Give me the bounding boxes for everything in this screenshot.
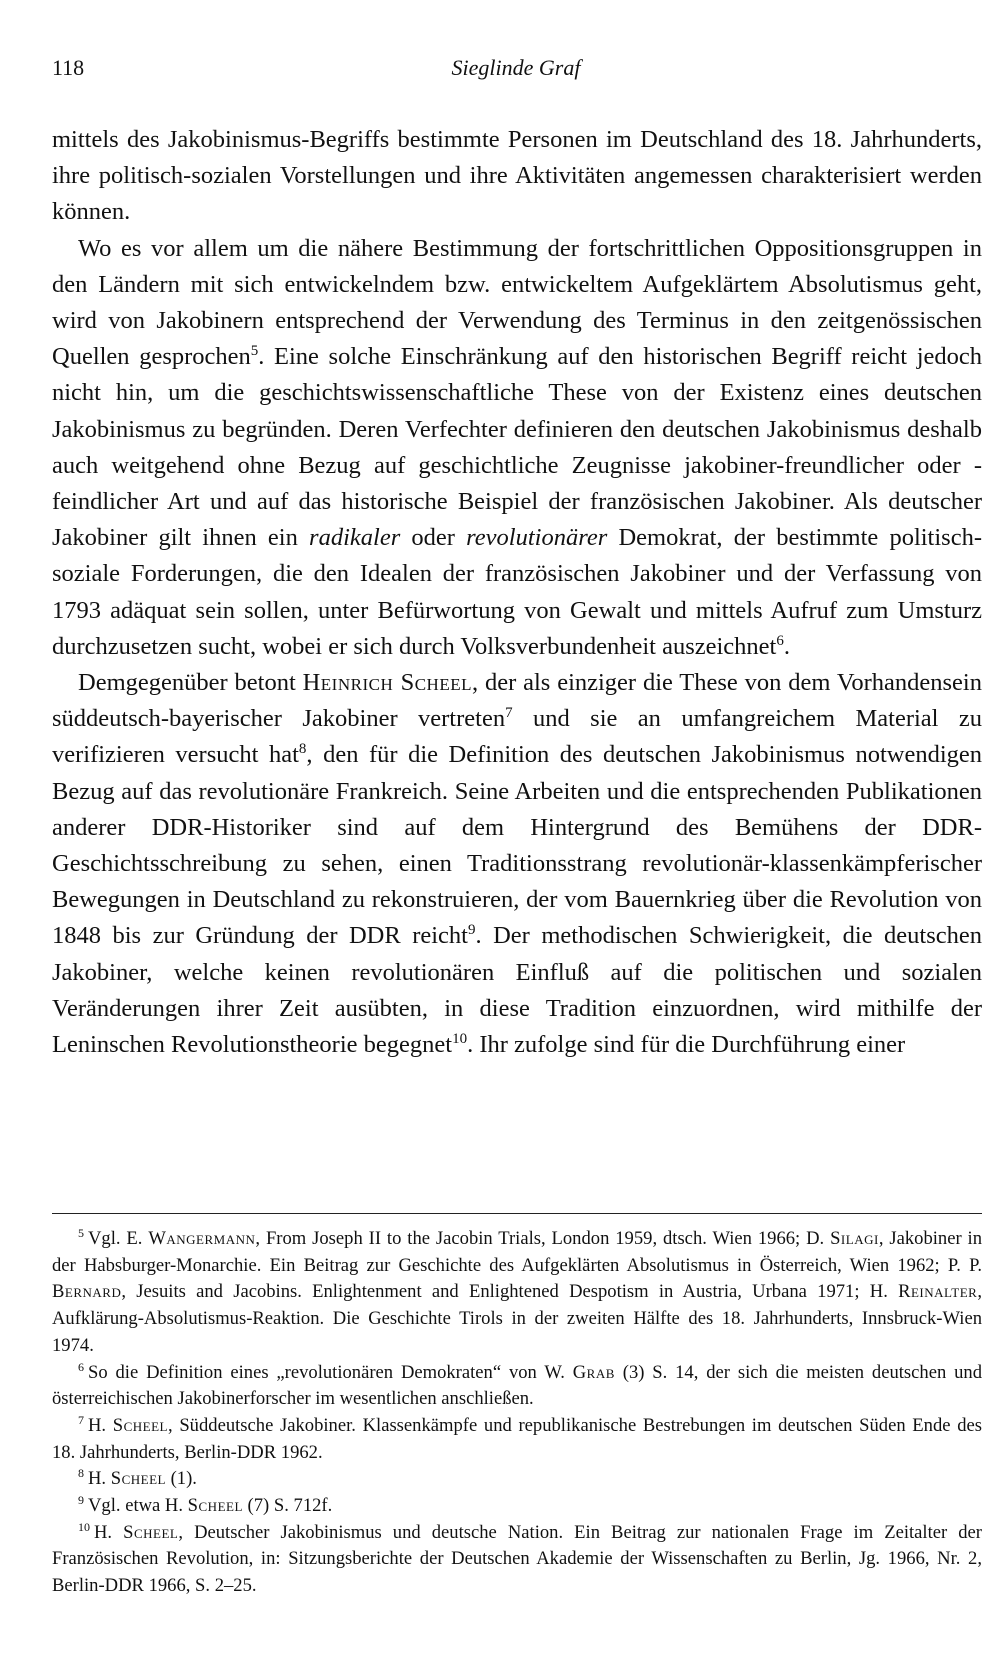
footnote-ref-7: 7: [505, 705, 513, 722]
footnote-10: $^{10}$ H. Scheel, Deutscher Jakobinismus und deutsche Nation. Ein Beitrag zur nationalen Frage im Zeitalter der Französischen Revolution, in: Sitzungsberichte der Deutschen Akademie der Wissenschaften zu Berlin, Jg. 1966, Nr. 2, Berlin-DDR 1966, S. 2–25.: [52, 1519, 982, 1597]
footnote-ref-8: 8: [298, 741, 307, 758]
page-number: 118: [52, 55, 85, 80]
page-header: [52, 55, 980, 95]
footnote-divider: [52, 1213, 982, 1214]
footnote-8: $^8$ H. Scheel (1).: [78, 1466, 197, 1490]
footnote-ref-9: 9: [467, 922, 476, 939]
footnote-ref-6: 6: [776, 632, 784, 649]
footnote-ref-10: 10: [452, 1031, 468, 1048]
emphasis-revolutionaerer: revolutionärer: [466, 524, 608, 552]
running-head: Sieglinde Graf: [451, 55, 581, 80]
footnote-6: $^6$ So die Definition eines „revolutionären Demokraten“ von W. Grab (3) S. 14, der sich die meisten deutschen und österreichischen Jakobinerforscher im wesentlichen anschließen.: [52, 1359, 982, 1410]
paragraph-2: Wo es vor allem um die nähere Bestimmung der fortschrittlichen Oppositionsgruppen in den Ländern mit sich entwickelndem bzw. entwickeltem Aufgeklärtem Absolutismus geht, wird von Jakobinern entsprechend der Verwendung des Terminus in den zeitgenössischen Quellen gesprochen$^5$. Eine solche Einschränkung auf den historischen Begriff reicht jedoch nicht hin, um die geschichtswissenschaftliche These von der Existenz eines deutschen Jakobinismus zu begründen. Deren Verfechter definieren den deutschen Jakobinismus deshalb auch weitgehend ohne Bezug auf geschichtliche Zeugnisse jakobiner-freundlicher oder -feindlicher Art und auf das historische Beispiel der französischen Jakobiner. Als deutscher Jakobiner gilt ihnen ein radikaler oder revolutionärer Demokrat, der bestimmte politisch-soziale Forderungen, die den Idealen der französischen Jakobiner und der Verfassung von 1793 adäquat sein sollen, unter Befürwortung von Gewalt und mittels Aufruf zum Umsturz durchzusetzen sucht, wobei er sich durch Volksverbundenheit auszeichnet$^6$.: [52, 234, 983, 660]
main-text: [52, 122, 982, 1063]
paragraph-3: Demgegenüber betont Heinrich Scheel, der als einziger die These von dem Vorhandensein süddeutsch-bayerischer Jakobiner vertreten$^7$ und sie an umfangreichem Material zu verifizieren versucht hat$^8$, den für die Definition des deutschen Jakobinismus notwendigen Bezug auf das revolutionäre Frankreich. Seine Arbeiten und die entsprechenden Publikationen anderer DDR-Historiker sind auf dem Hintergrund des Bemühens der DDR-Geschichtsschreibung zu sehen, einen Traditionsstrang revolutionär-klassenkämpferischer Bewegungen in Deutschland zu rekonstruieren, der vom Bauernkrieg über die Revolution von 1848 bis zur Gründung der DDR reicht$^9$. Der methodischen Schwierigkeit, die deutschen Jakobiner, welche keinen revolutionären Einfluß auf die politischen und sozialen Veränderungen ihrer Zeit ausübten, in diese Tradition einzuordnen, wird mithilfe der Leninschen Revolutionstheorie begegnet$^{10}$. Ihr zufolge sind für die Durchführung einer: [52, 669, 982, 1059]
paragraph-1: mittels des Jakobinismus-Begriffs bestimmte Personen im Deutschland des 18. Jahrhunderts, ihre politisch-sozialen Vorstellungen und ihre Aktivitäten angemessen charakterisiert werden können.: [52, 126, 982, 226]
footnotes: [52, 1226, 982, 1600]
footnote-7: $^7$ H. Scheel, Süddeutsche Jakobiner. Klassenkämpfe und republikanische Bestrebungen im deutschen Süden Ende des 18. Jahrhunderts, Berlin-DDR 1962.: [52, 1412, 982, 1463]
author-name: Heinrich Scheel: [302, 669, 472, 697]
footnote-9: $^9$ Vgl. etwa H. Scheel (7) S. 712f.: [78, 1493, 333, 1517]
footnote-5: $^5$ Vgl. E. Wangermann, From Joseph II to the Jacobin Trials, London 1959, dtsch. Wien 1966; D. Silagi, Jakobiner in der Habsburger-Monarchie. Ein Beitrag zur Geschichte des Aufgeklärten Absolutismus in Österreich, Wien 1962; P. P. Bernard, Jesuits and Jacobins. Enlightenment and Enlightened Despotism in Austria, Urbana 1971; H. Reinalter, Aufklärung-Absolutismus-Reaktion. Die Geschichte Tirols in der zweiten Hälfte des 18. Jahrhunderts, Innsbruck-Wien 1974.: [52, 1226, 983, 1356]
footnote-ref-5: 5: [250, 343, 259, 360]
emphasis-radikaler: radikaler: [309, 524, 401, 552]
